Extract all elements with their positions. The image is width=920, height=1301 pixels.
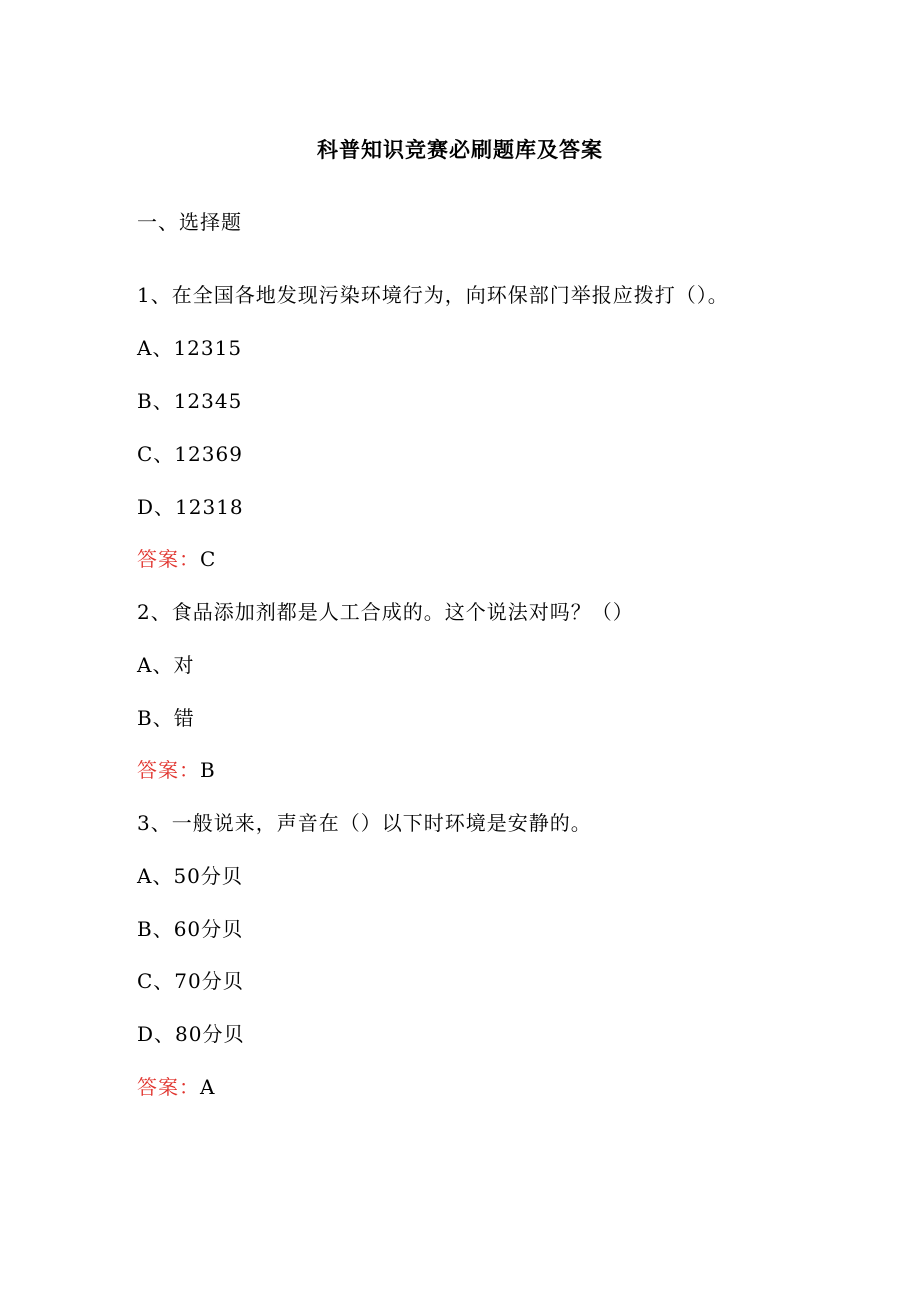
section-heading: 一、选择题 (137, 210, 242, 234)
q3-option-c: C、70分贝 (137, 969, 244, 993)
document-title: 科普知识竞赛必刷题库及答案 (317, 137, 603, 162)
q2-option-b: B、错 (137, 706, 195, 730)
answer-label: 答案： (137, 758, 200, 782)
question-1: 1、在全国各地发现污染环境行为，向环保部门举报应拨打（）。 (137, 283, 729, 307)
q1-option-a: A、12315 (137, 336, 243, 360)
q1-answer (137, 543, 216, 572)
q1-option-d: D、12318 (137, 495, 244, 519)
q3-option-d: D、80分贝 (137, 1022, 245, 1046)
question-3: 3、一般说来，声音在（）以下时环境是安静的。 (137, 811, 592, 835)
q2-answer (137, 754, 216, 783)
question-2: 2、食品添加剂都是人工合成的。这个说法对吗？（） (137, 600, 634, 624)
q3-answer (137, 1071, 215, 1100)
q2-option-a: A、对 (137, 653, 195, 677)
answer-label: 答案： (137, 547, 200, 571)
answer-value: A (200, 1075, 216, 1099)
answer-value: B (200, 758, 216, 782)
q1-option-b: B、12345 (137, 389, 243, 413)
answer-value: C (200, 547, 217, 571)
q1-option-c: C、12369 (137, 442, 243, 466)
q3-option-b: B、60分贝 (137, 917, 244, 941)
answer-label: 答案： (137, 1075, 200, 1099)
q3-option-a: A、50分贝 (137, 864, 243, 888)
